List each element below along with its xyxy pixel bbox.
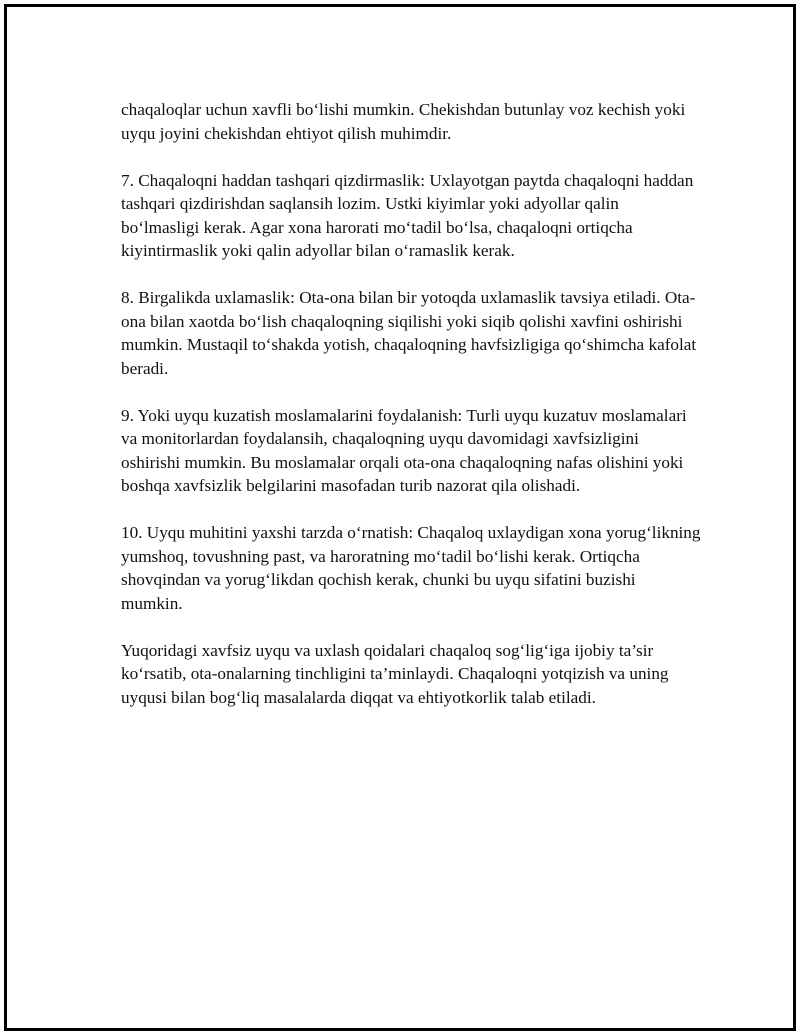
document-page <box>4 4 796 1031</box>
paragraph-item-9: 9. Yoki uyqu kuzatish moslamalarini foydalanish: Turli uyqu kuzatuv moslamalari va monitorlardan foydalansih, chaqaloqning uyqu davomidagi xavfsizligini oshirishi mumkin. Bu moslamalar orqali ota-ona chaqaloqning nafas olishini yoki boshqa xavfsizlik belgilarini masofadan turib nazorat qila olishadi. <box>121 405 687 495</box>
paragraph-item-8: 8. Birgalikda uxlamaslik: Ota-ona bilan bir yotoqda uxlamaslik tavsiya etiladi. Ota-ona bilan xaotda bo‘lish chaqaloqning siqilishi yoki siqib qolishi xavfini oshirishi mumkin. Mustaqil to‘shakda yotish, chaqaloqning havfsizligiga qo‘shimcha kafolat beradi. <box>121 288 697 378</box>
paragraph-item-10: 10. Uyqu muhitini yaxshi tarzda o‘rnatish: Chaqaloq uxlaydigan xona yorug‘likning yumshoq, tovushning past, va haroratning mo‘tadil bo‘lishi kerak. Ortiqcha shovqindan va yorug‘likdan qochish kerak, chunki bu uyqu sifatini buzishi mumkin. <box>121 523 701 613</box>
paragraph-chekish-continuation: chaqaloqlar uchun xavfli bo‘lishi mumkin. Chekishdan butunlay voz kechish yoki uyqu joyini chekishdan ehtiyot qilish muhimdir. <box>121 100 686 143</box>
paragraph-item-7: 7. Chaqaloqni haddan tashqari qizdirmaslik: Uxlayotgan paytda chaqaloqni haddan tashqari qizdirishdan saqlansih lozim. Ustki kiyimlar yoki adyollar qalin bo‘lmasligi kerak. Agar xona harorati mo‘tadil bo‘lsa, chaqaloqni ortiqcha kiyintirmaslik yoki qalin adyollar bilan o‘ramaslik kerak. <box>121 170 694 260</box>
document-body <box>121 98 701 733</box>
paragraph-conclusion: Yuqoridagi xavfsiz uyqu va uxlash qoidalari chaqaloq sog‘lig‘iga ijobiy ta’sir ko‘rsatib, ota-onalarning tinchligini ta’minlaydi. Chaqaloqni yotqizish va uning uyqusi bilan bog‘liq masalalarda diqqat va ehtiyotkorlik talab etiladi. <box>121 640 669 707</box>
